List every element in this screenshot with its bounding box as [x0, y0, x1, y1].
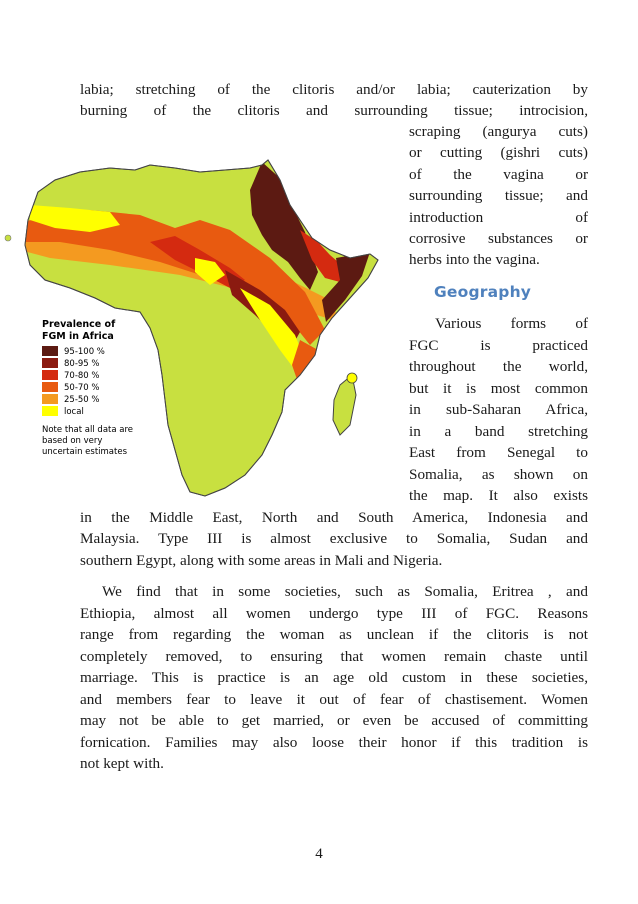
africa-fgm-map: [0, 150, 395, 515]
legend-label: 95-100 %: [64, 347, 105, 357]
text-line: Ethiopia, almost all women undergo type III of FGC. Reasons: [80, 605, 588, 622]
text-line: the map. It also exists: [409, 487, 588, 504]
text-line: but it is most common: [409, 380, 588, 397]
text-line: scraping (angurya cuts): [409, 123, 588, 140]
text-line: and members fear to leave it out of fear of chastisement. Women: [80, 691, 588, 708]
legend-swatch: [42, 358, 58, 368]
map-legend: [42, 319, 133, 457]
legend-label: 80-95 %: [64, 359, 100, 369]
legend-title-2: FGM in Africa: [42, 331, 114, 342]
legend-label: local: [64, 407, 84, 417]
text-line: herbs into the vagina.: [409, 251, 540, 268]
legend-swatch: [42, 346, 58, 356]
legend-label: 50-70 %: [64, 383, 100, 393]
legend-swatch: [42, 394, 58, 404]
cape-verde-marker: [5, 235, 11, 241]
text-line: range from regarding the woman as unclean if the clitoris is not: [80, 626, 588, 643]
text-line: in the Middle East, North and South America, Indonesia and: [80, 509, 588, 526]
text-line: East from Senegal to: [409, 444, 588, 461]
text-line: labia; stretching of the clitoris and/or labia; cauterization by: [80, 81, 588, 98]
text-line: or cutting (gishri cuts): [409, 144, 588, 161]
legend-label: 25-50 %: [64, 395, 100, 405]
legend-note-3: uncertain estimates: [42, 447, 127, 457]
text-line: introduction of: [409, 209, 588, 226]
text-line: burning of the clitoris and surrounding tissue; introcision,: [80, 102, 588, 119]
text-line: surrounding tissue; and: [409, 187, 588, 204]
text-line: throughout the world,: [409, 358, 588, 375]
text-line: corrosive substances or: [409, 230, 588, 247]
legend-swatch: [42, 406, 58, 416]
madagascar-shape: [333, 375, 356, 435]
legend-swatch: [42, 370, 58, 380]
text-line: Somalia, as shown on: [409, 466, 588, 483]
text-line: may not be able to get married, or even be accused of committing: [80, 712, 588, 729]
legend-title-1: Prevalence of: [42, 319, 116, 330]
text-line: not kept with.: [80, 755, 164, 772]
legend-note-1: Note that all data are: [42, 425, 134, 435]
text-line: completely removed, to ensuring that women remain chaste until: [80, 648, 588, 665]
text-line: in sub-Saharan Africa,: [409, 401, 588, 418]
text-line: Malaysia. Type III is almost exclusive to Somalia, Sudan and: [80, 530, 588, 547]
text-line: southern Egypt, along with some areas in Mali and Nigeria.: [80, 552, 443, 569]
comoros-marker: [347, 373, 357, 383]
text-line: of the vagina or: [409, 166, 588, 183]
text-line: We find that in some societies, such as Somalia, Eritrea , and: [102, 583, 588, 600]
text-line: FGC is practiced: [409, 337, 588, 354]
text-line: in a band stretching: [409, 423, 588, 440]
legend-swatch: [42, 382, 58, 392]
legend-note-2: based on very: [42, 436, 103, 446]
text-line: fornication. Families may also loose their honor if this tradition is: [80, 734, 588, 751]
text-line: Various forms of: [435, 315, 588, 332]
page-number: 4: [315, 846, 323, 862]
text-line: marriage. This is practice is an age old custom in these societies,: [80, 669, 588, 686]
section-heading: Geography: [434, 283, 532, 301]
legend-label: 70-80 %: [64, 371, 100, 381]
